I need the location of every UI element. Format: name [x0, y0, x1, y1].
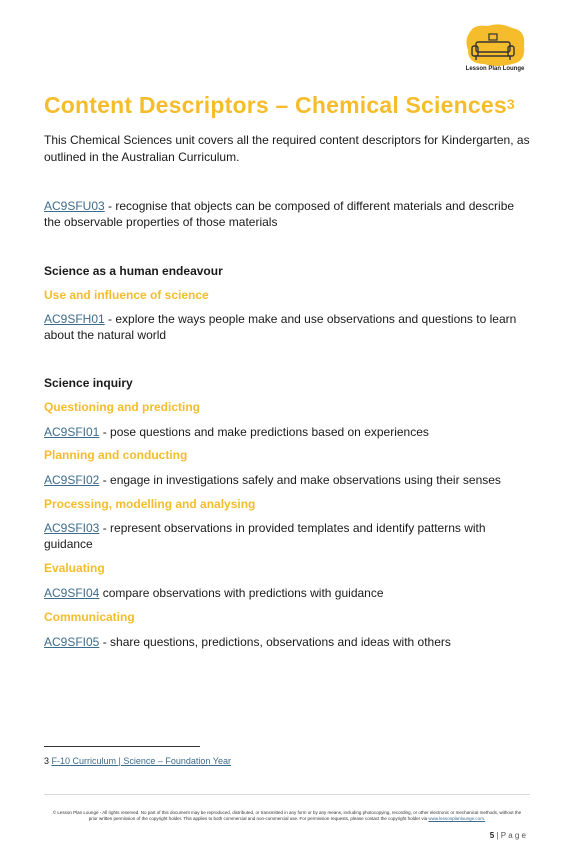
footnote-ref[interactable]: 3: [506, 96, 515, 112]
page-number: 5 | P a g e: [489, 831, 526, 840]
footnote-link[interactable]: F-10 Curriculum | Science – Foundation Year: [51, 756, 231, 766]
subheading-evaluating: Evaluating: [44, 561, 105, 575]
footnote-divider: [44, 746, 200, 747]
descriptor-link[interactable]: AC9SFU03: [44, 199, 105, 213]
page-title: Content Descriptors – Chemical Sciences$^3$: [44, 92, 515, 118]
website-link[interactable]: www.lessonplanlounge.com.: [428, 816, 486, 821]
descriptor-ac9sfi05: AC9SFI05 - share questions, predictions, observations and ideas with others: [44, 635, 451, 649]
descriptor-ac9sfh01: AC9SFH01 - explore the ways people make and use observations and questions to learn about the natural world: [44, 312, 517, 342]
subheading-questioning: Questioning and predicting: [44, 400, 200, 414]
descriptor-ac9sfi04: AC9SFI04 compare observations with predictions with guidance: [44, 586, 384, 600]
descriptor-link[interactable]: AC9SFI05: [44, 635, 100, 649]
logo-text: Lesson Plan Lounge: [465, 66, 525, 72]
footnote: 3 F-10 Curriculum | Science – Foundation Year: [44, 756, 231, 766]
section-heading-endeavour: Science as a human endeavour: [44, 264, 223, 278]
descriptor-link[interactable]: AC9SFI04: [44, 586, 100, 600]
descriptor-ac9sfi01: AC9SFI01 - pose questions and make predictions based on experiences: [44, 425, 429, 439]
subheading-communicating: Communicating: [44, 610, 135, 624]
descriptor-ac9sfu03: AC9SFU03 - recognise that objects can be composed of different materials and describe the observable properties of those materials: [44, 199, 515, 229]
footer-divider: [44, 794, 530, 795]
descriptor-link[interactable]: AC9SFI01: [44, 425, 100, 439]
descriptor-link[interactable]: AC9SFI02: [44, 473, 100, 487]
subheading-processing: Processing, modelling and analysing: [44, 497, 256, 511]
section-heading-inquiry: Science inquiry: [44, 376, 133, 390]
copyright-notice: © Lesson Plan Lounge - All rights reserved. No part of this document may be reproduced, distributed, or transmitted in any form or by any means, including photocopying, recording, or other electronic or mechanical methods, without the prior written permission of the copyright holder. This applies to both commercial and non-commercial use. For permission requests, please contact the copyright holder via www.lessonplanlounge.com.: [52, 810, 522, 821]
descriptor-link[interactable]: AC9SFH01: [44, 312, 105, 326]
subheading-use-and-influence: Use and influence of science: [44, 288, 209, 302]
descriptor-ac9sfi03: AC9SFI03 - represent observations in provided templates and identify patterns with guidance: [44, 521, 486, 551]
subheading-planning: Planning and conducting: [44, 448, 188, 462]
intro-text: This Chemical Sciences unit covers all the required content descriptors for Kindergarten, as outlined in the Australian Curriculum.: [44, 133, 530, 164]
descriptor-ac9sfi02: AC9SFI02 - engage in investigations safely and make observations using their senses: [44, 473, 501, 487]
descriptor-link[interactable]: AC9SFI03: [44, 521, 100, 535]
